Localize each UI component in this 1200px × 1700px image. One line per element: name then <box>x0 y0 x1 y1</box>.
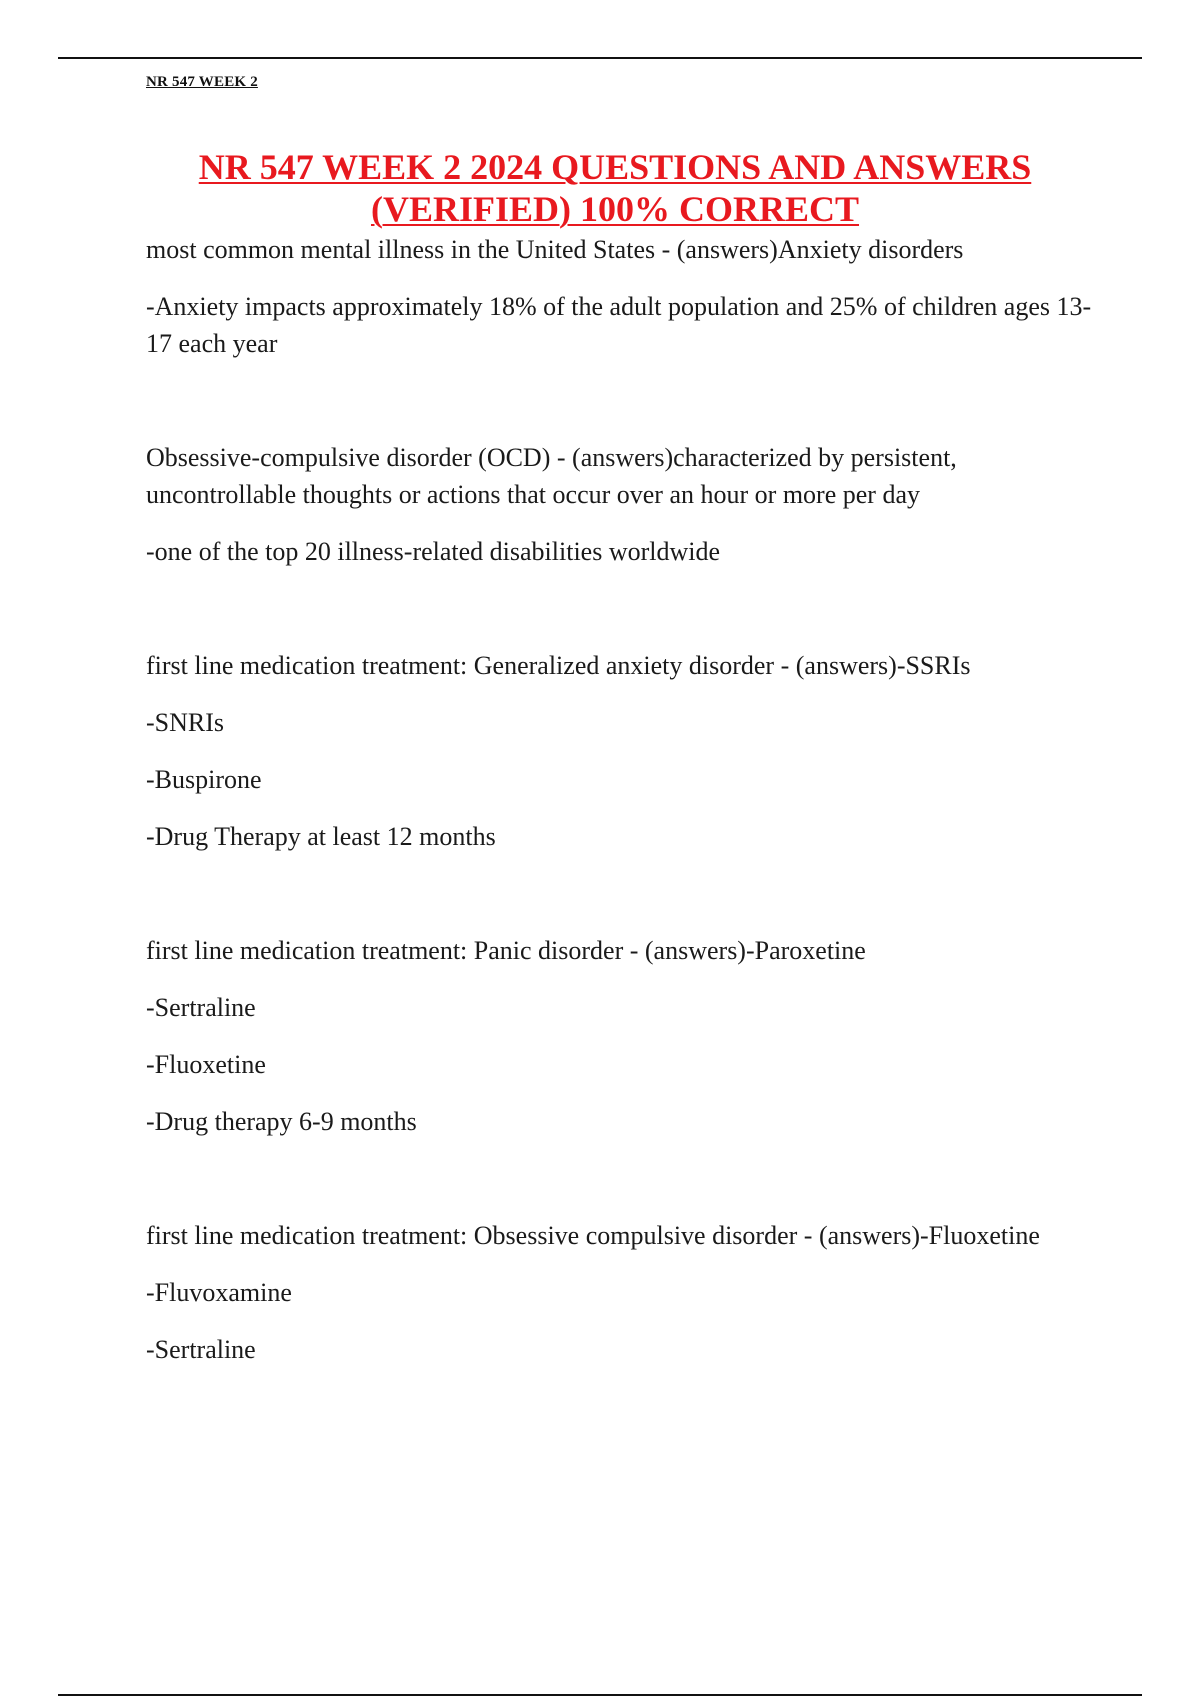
answer-detail-2-1: -one of the top 20 illness-related disabilities worldwide <box>146 537 721 566</box>
answer-detail-5-2: -Sertraline <box>146 1335 256 1364</box>
answer-detail-3-1: -SNRIs <box>146 708 225 737</box>
header-rule <box>58 57 1142 59</box>
running-header: NR 547 WEEK 2 <box>146 74 258 90</box>
question-2: Obsessive-compulsive disorder (OCD) - (answers)characterized by persistent, uncontrollable thoughts or actions that occur over an hour or more per day <box>146 443 957 509</box>
question-5: first line medication treatment: Obsessive compulsive disorder - (answers)-Fluoxetine <box>146 1221 1040 1250</box>
answer-detail-5-1: -Fluvoxamine <box>146 1278 292 1307</box>
answer-detail-4-3: -Drug therapy 6-9 months <box>146 1107 417 1136</box>
answer-detail-1-1: -Anxiety impacts approximately 18% of the adult population and 25% of children ages 13-17 each year <box>146 292 1092 358</box>
answer-detail-4-2: -Fluoxetine <box>146 1050 266 1079</box>
document-body <box>146 231 1096 1368</box>
question-3: first line medication treatment: Generalized anxiety disorder - (answers)-SSRIs <box>146 651 971 680</box>
answer-detail-3-2: -Buspirone <box>146 765 262 794</box>
title-line-2: (VERIFIED) 100% CORRECT <box>370 189 860 229</box>
question-1: most common mental illness in the United States - (answers)Anxiety disorders <box>146 235 964 264</box>
title-line-1: NR 547 WEEK 2 2024 QUESTIONS AND ANSWERS <box>198 147 1032 187</box>
answer-detail-4-1: -Sertraline <box>146 993 256 1022</box>
document-title <box>120 146 1110 230</box>
answer-detail-3-3: -Drug Therapy at least 12 months <box>146 822 496 851</box>
question-4: first line medication treatment: Panic disorder - (answers)-Paroxetine <box>146 936 866 965</box>
footer-rule <box>58 1694 1142 1696</box>
